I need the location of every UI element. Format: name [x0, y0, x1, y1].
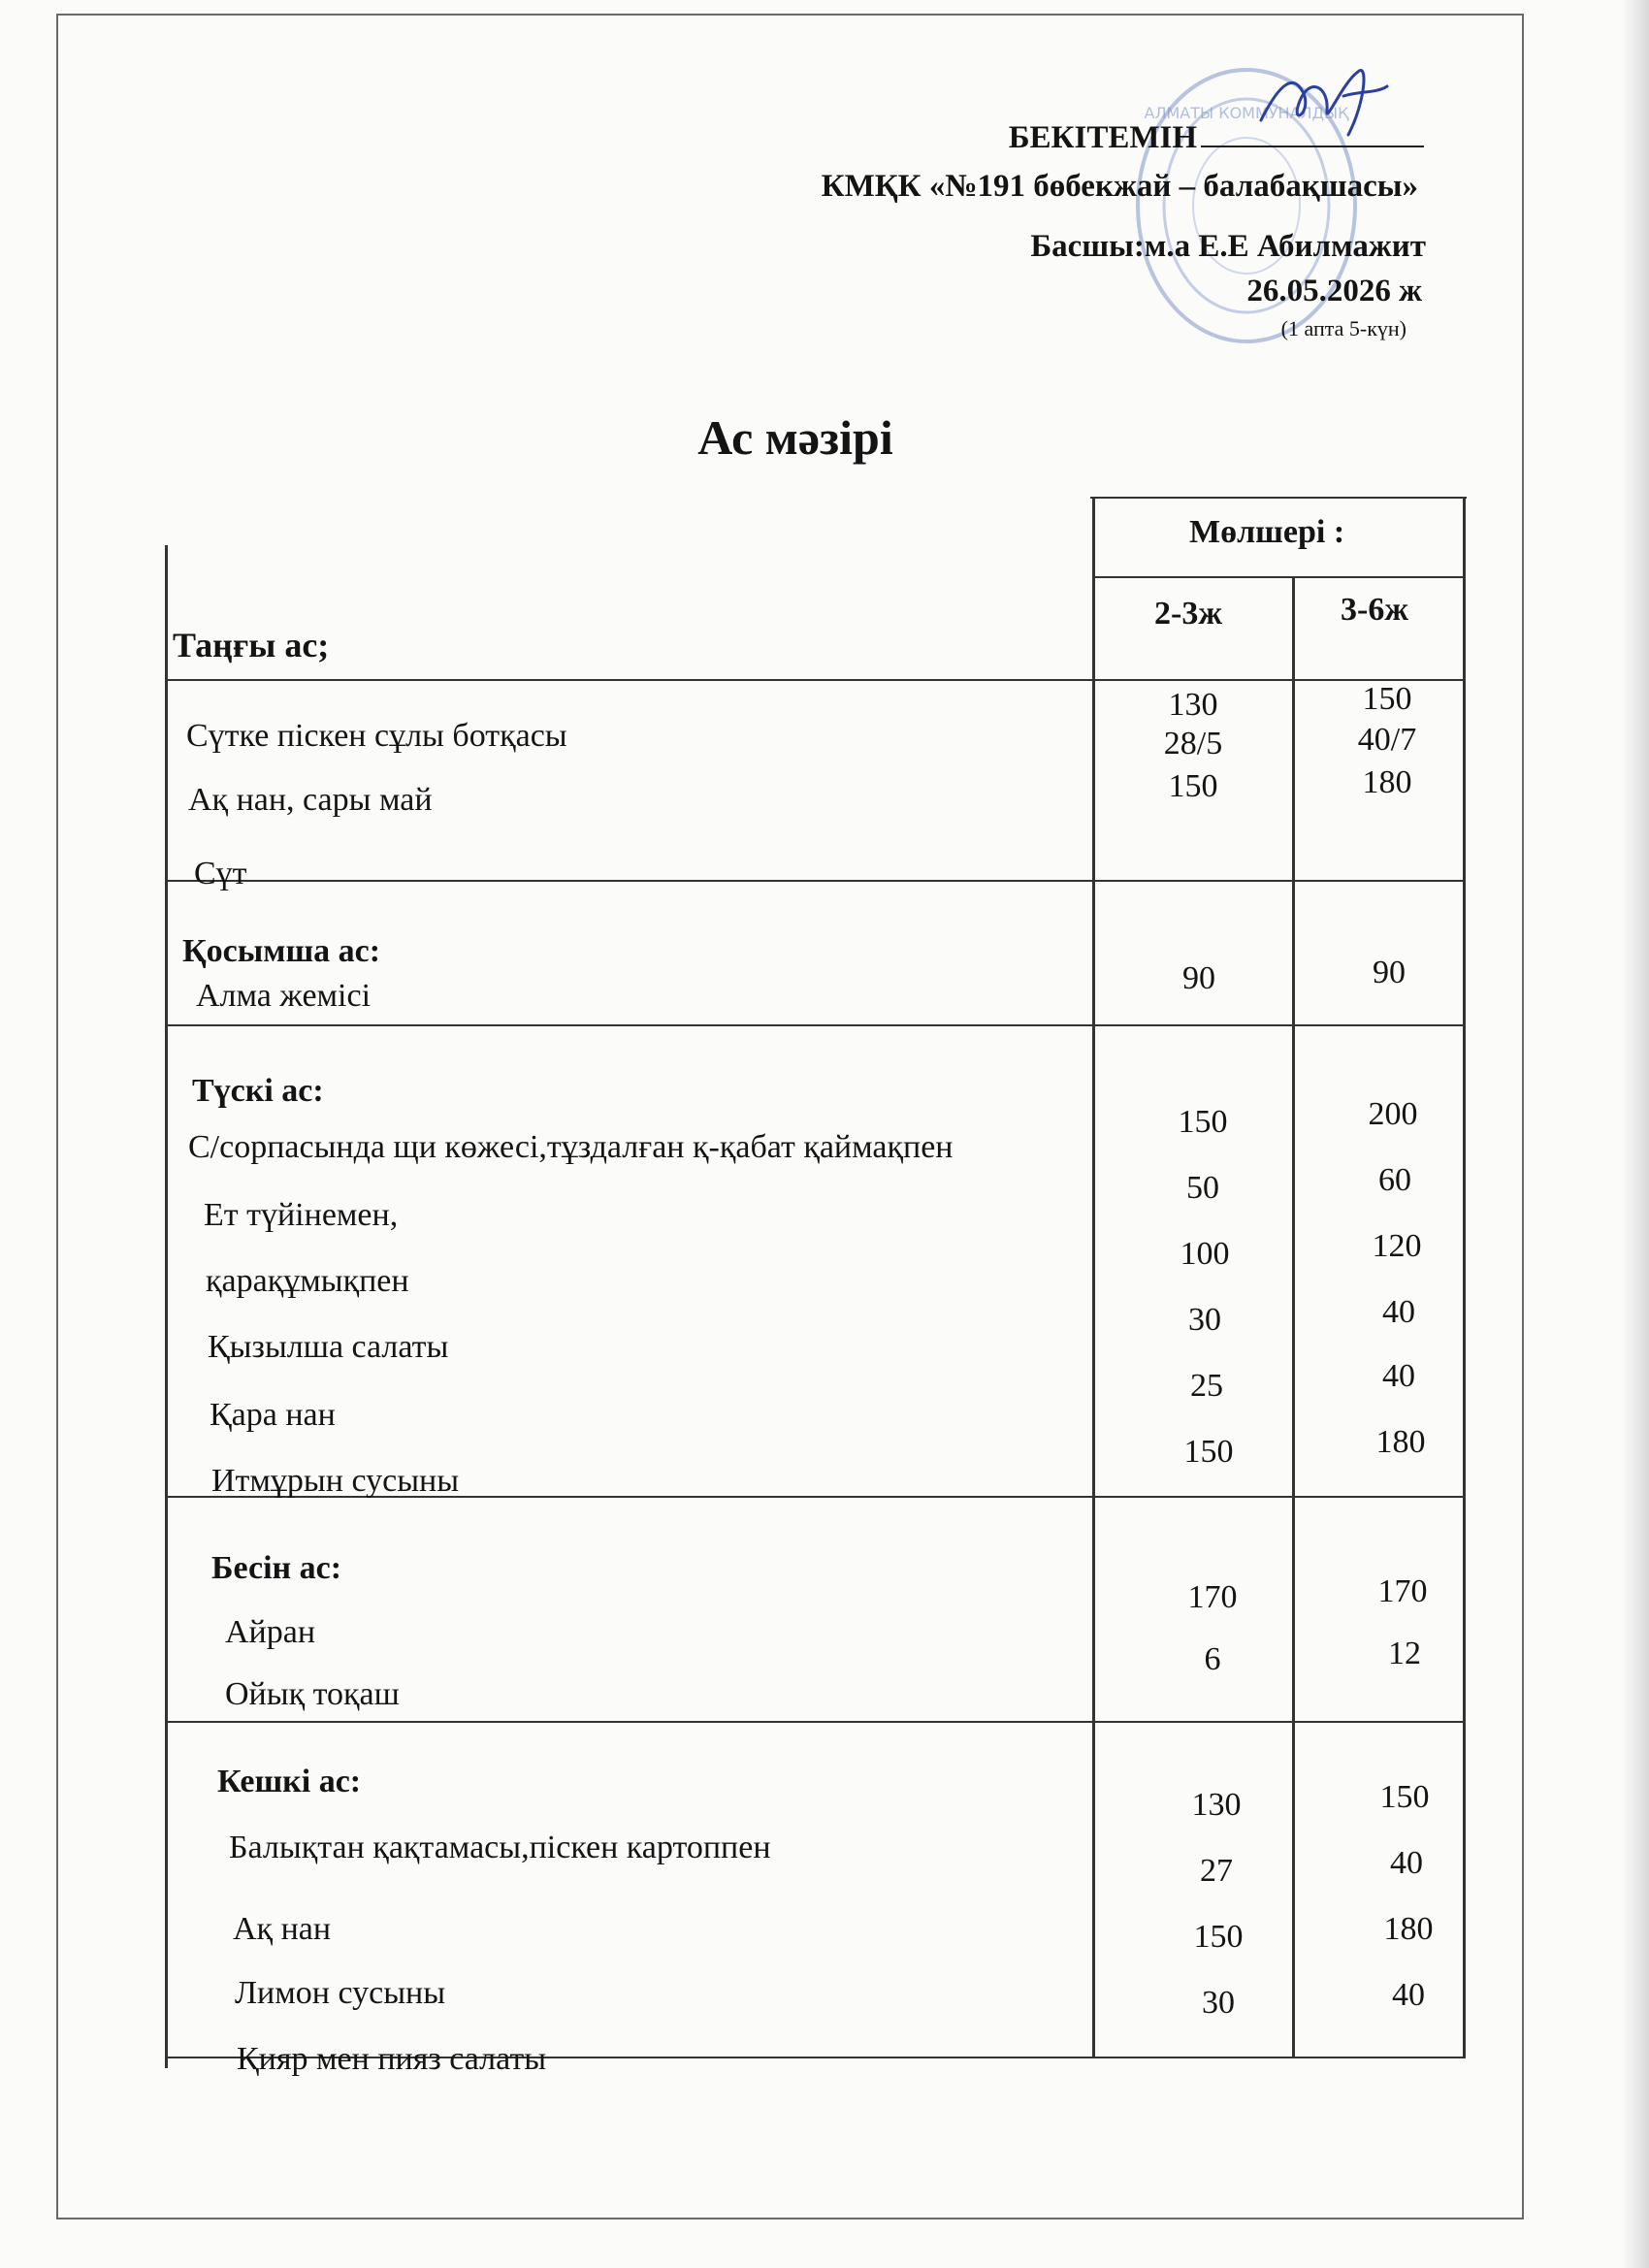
- amount-2-3: 100: [1180, 1236, 1230, 1272]
- page-title: Ас мәзірі: [697, 410, 893, 465]
- amount-header: Мөлшері :: [1189, 514, 1345, 550]
- amount-2-3: 130: [1168, 687, 1218, 723]
- amount-3-6: 40/7: [1357, 722, 1417, 758]
- section-title: Кешкі ас:: [217, 1764, 362, 1799]
- svg-text:АЛМАТЫ КОММУНАЛДЫҚ: АЛМАТЫ КОММУНАЛДЫҚ: [1144, 104, 1349, 122]
- amount-3-6: 150: [1379, 1779, 1430, 1815]
- menu-item: қарақұмықпен: [206, 1263, 409, 1299]
- menu-item: Ақ нан, сары май: [188, 782, 433, 818]
- scan-edge: [1622, 0, 1649, 2268]
- menu-item: Қияр мен пияз салаты: [237, 2041, 547, 2077]
- age-col-1-header: 2-3ж: [1154, 596, 1222, 632]
- amount-3-6: 180: [1383, 1911, 1434, 1947]
- amount-2-3: 170: [1187, 1579, 1238, 1615]
- amount-2-3: 150: [1178, 1104, 1228, 1140]
- amount-3-6: 180: [1375, 1424, 1426, 1460]
- amount-3-6: 40: [1382, 1294, 1415, 1330]
- amount-3-6: 150: [1362, 681, 1412, 717]
- menu-item: Ет түйінемен,: [204, 1197, 399, 1233]
- amount-3-6: 180: [1362, 764, 1412, 800]
- menu-item: Айран: [225, 1614, 316, 1650]
- breakfast-label: Таңғы ас;: [173, 626, 330, 664]
- approval-date: 26.05.2026 ж: [1246, 274, 1422, 308]
- head-line: Басшы:м.а Е.Е Абилмажит: [1030, 229, 1426, 264]
- signature-line: [1201, 118, 1424, 147]
- approve-line: [1009, 118, 1424, 156]
- amount-3-6: 200: [1368, 1096, 1418, 1132]
- amount-2-3: 90: [1182, 960, 1215, 996]
- menu-item: Алма жемісі: [196, 978, 372, 1014]
- amount-2-3: 30: [1188, 1302, 1221, 1338]
- menu-item: Сүтке піскен сұлы ботқасы: [186, 718, 567, 754]
- amount-3-6: 60: [1378, 1162, 1411, 1198]
- menu-item: Итмұрын сусыны: [211, 1463, 460, 1499]
- amount-3-6: 170: [1377, 1573, 1428, 1609]
- amount-2-3: 28/5: [1163, 726, 1223, 761]
- amount-2-3: 6: [1204, 1641, 1221, 1677]
- amount-2-3: 50: [1186, 1170, 1219, 1206]
- week-note: (1 апта 5-күн): [1280, 316, 1406, 340]
- section-title: Бесін ас:: [211, 1550, 342, 1586]
- amount-2-3: 27: [1200, 1853, 1233, 1889]
- amount-2-3: 150: [1193, 1919, 1244, 1955]
- menu-item: Лимон сусыны: [235, 1975, 446, 2011]
- menu-item: Қара нан: [210, 1397, 336, 1433]
- menu-item: С/сорпасында щи көжесі,тұздалған қ-қабат қаймақпен: [188, 1129, 954, 1165]
- approve-label: БЕКІТЕМІН: [1008, 120, 1197, 155]
- amount-2-3: 30: [1202, 1985, 1235, 2021]
- age-col-2-header: 3-6ж: [1341, 592, 1408, 628]
- amount-3-6: 12: [1388, 1636, 1421, 1671]
- amount-3-6: 40: [1382, 1358, 1415, 1394]
- menu-item: Қызылша салаты: [208, 1329, 449, 1365]
- section-title: Қосымша ас:: [182, 933, 381, 969]
- amount-3-6: 40: [1392, 1977, 1425, 2013]
- menu-item: Ақ нан: [233, 1911, 332, 1947]
- menu-item: Балықтан қақтамасы,піскен картоппен: [229, 1830, 771, 1865]
- amount-2-3: 150: [1183, 1434, 1234, 1470]
- organization-name: КМҚК «№191 бөбекжай – балабақшасы»: [821, 169, 1418, 204]
- amount-3-6: 40: [1390, 1845, 1423, 1881]
- menu-item: Сүт: [194, 856, 247, 891]
- amount-3-6: 90: [1373, 955, 1406, 990]
- amount-2-3: 130: [1191, 1787, 1242, 1823]
- amount-3-6: 120: [1372, 1228, 1422, 1264]
- amount-2-3: 25: [1190, 1368, 1223, 1404]
- menu-item: Ойық тоқаш: [225, 1676, 400, 1712]
- amount-2-3: 150: [1168, 768, 1218, 804]
- menu-table: [165, 497, 1465, 2077]
- section-title: Түскі ас:: [192, 1073, 324, 1109]
